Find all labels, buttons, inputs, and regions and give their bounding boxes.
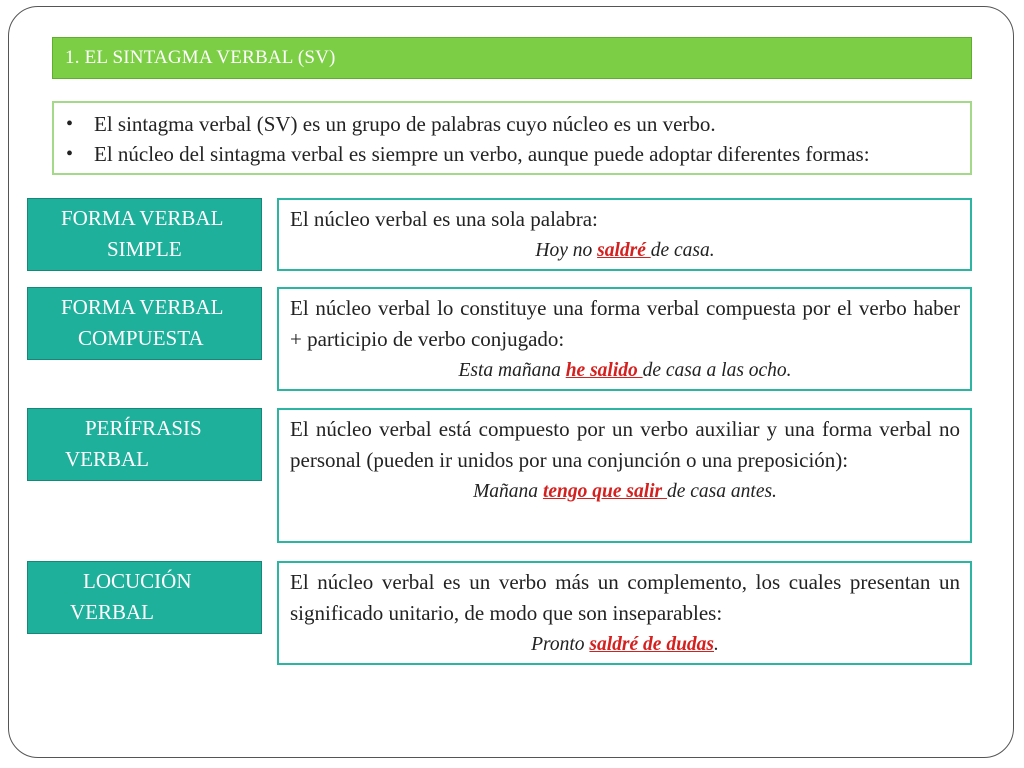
label-line: FORMA VERBAL xyxy=(61,206,224,230)
example-sentence xyxy=(290,476,960,507)
intro-item xyxy=(62,109,960,139)
intro-box xyxy=(52,101,972,175)
description: El núcleo verbal es una sola palabra: xyxy=(290,207,598,231)
label-line: SIMPLE xyxy=(107,237,182,261)
example-text: Hoy no xyxy=(535,240,598,261)
description: El núcleo verbal es un verbo más un complemento, los cuales presentan un significado unitario, de modo que son inseparables: xyxy=(290,570,960,625)
content-perifrasis-verbal xyxy=(277,408,972,543)
label-forma-verbal-simple xyxy=(27,198,262,271)
example-text: Mañana xyxy=(473,481,543,502)
example-text: de casa a las ocho. xyxy=(642,360,792,381)
label-line: VERBAL xyxy=(70,600,154,624)
bullet-icon: • xyxy=(66,143,74,165)
example-sentence xyxy=(290,629,960,660)
description: El núcleo verbal está compuesto por un verbo auxiliar y una forma verbal no personal (pueden ir unidos por una conjunción o una preposición): xyxy=(290,417,960,472)
label-line: PERÍFRASIS xyxy=(85,416,202,440)
label-line: COMPUESTA xyxy=(78,326,204,350)
intro-list xyxy=(62,109,960,169)
highlighted-verb: saldré de dudas xyxy=(589,634,715,655)
label-line: LOCUCIÓN xyxy=(83,569,192,593)
example-sentence xyxy=(290,355,960,386)
intro-text: El núcleo del sintagma verbal es siempre un verbo, aunque puede adoptar diferentes formas: xyxy=(94,142,870,166)
example-text: Esta mañana xyxy=(458,360,566,381)
content-forma-verbal-simple xyxy=(277,198,972,271)
example-text: Pronto xyxy=(531,634,590,655)
intro-item xyxy=(62,139,960,169)
label-forma-verbal-compuesta xyxy=(27,287,262,360)
example-text: de casa. xyxy=(650,240,715,261)
label-locucion-verbal xyxy=(27,561,262,634)
content-forma-verbal-compuesta xyxy=(277,287,972,391)
example-text: . xyxy=(714,634,719,655)
label-line: FORMA VERBAL xyxy=(61,295,224,319)
label-line: VERBAL xyxy=(65,447,149,471)
description: El núcleo verbal lo constituye una forma verbal compuesta por el verbo haber + participio de verbo conjugado: xyxy=(290,296,960,351)
content-locucion-verbal xyxy=(277,561,972,665)
highlighted-verb: saldré xyxy=(597,240,651,261)
slide-title: 1. EL SINTAGMA VERBAL (SV) xyxy=(52,37,972,79)
label-perifrasis-verbal xyxy=(27,408,262,481)
example-text: de casa antes. xyxy=(667,481,777,502)
bullet-icon: • xyxy=(66,113,74,135)
example-sentence xyxy=(290,235,960,266)
intro-text: El sintagma verbal (SV) es un grupo de palabras cuyo núcleo es un verbo. xyxy=(94,112,716,136)
highlighted-verb: he salido xyxy=(565,360,643,381)
highlighted-verb: tengo que salir xyxy=(542,481,667,502)
